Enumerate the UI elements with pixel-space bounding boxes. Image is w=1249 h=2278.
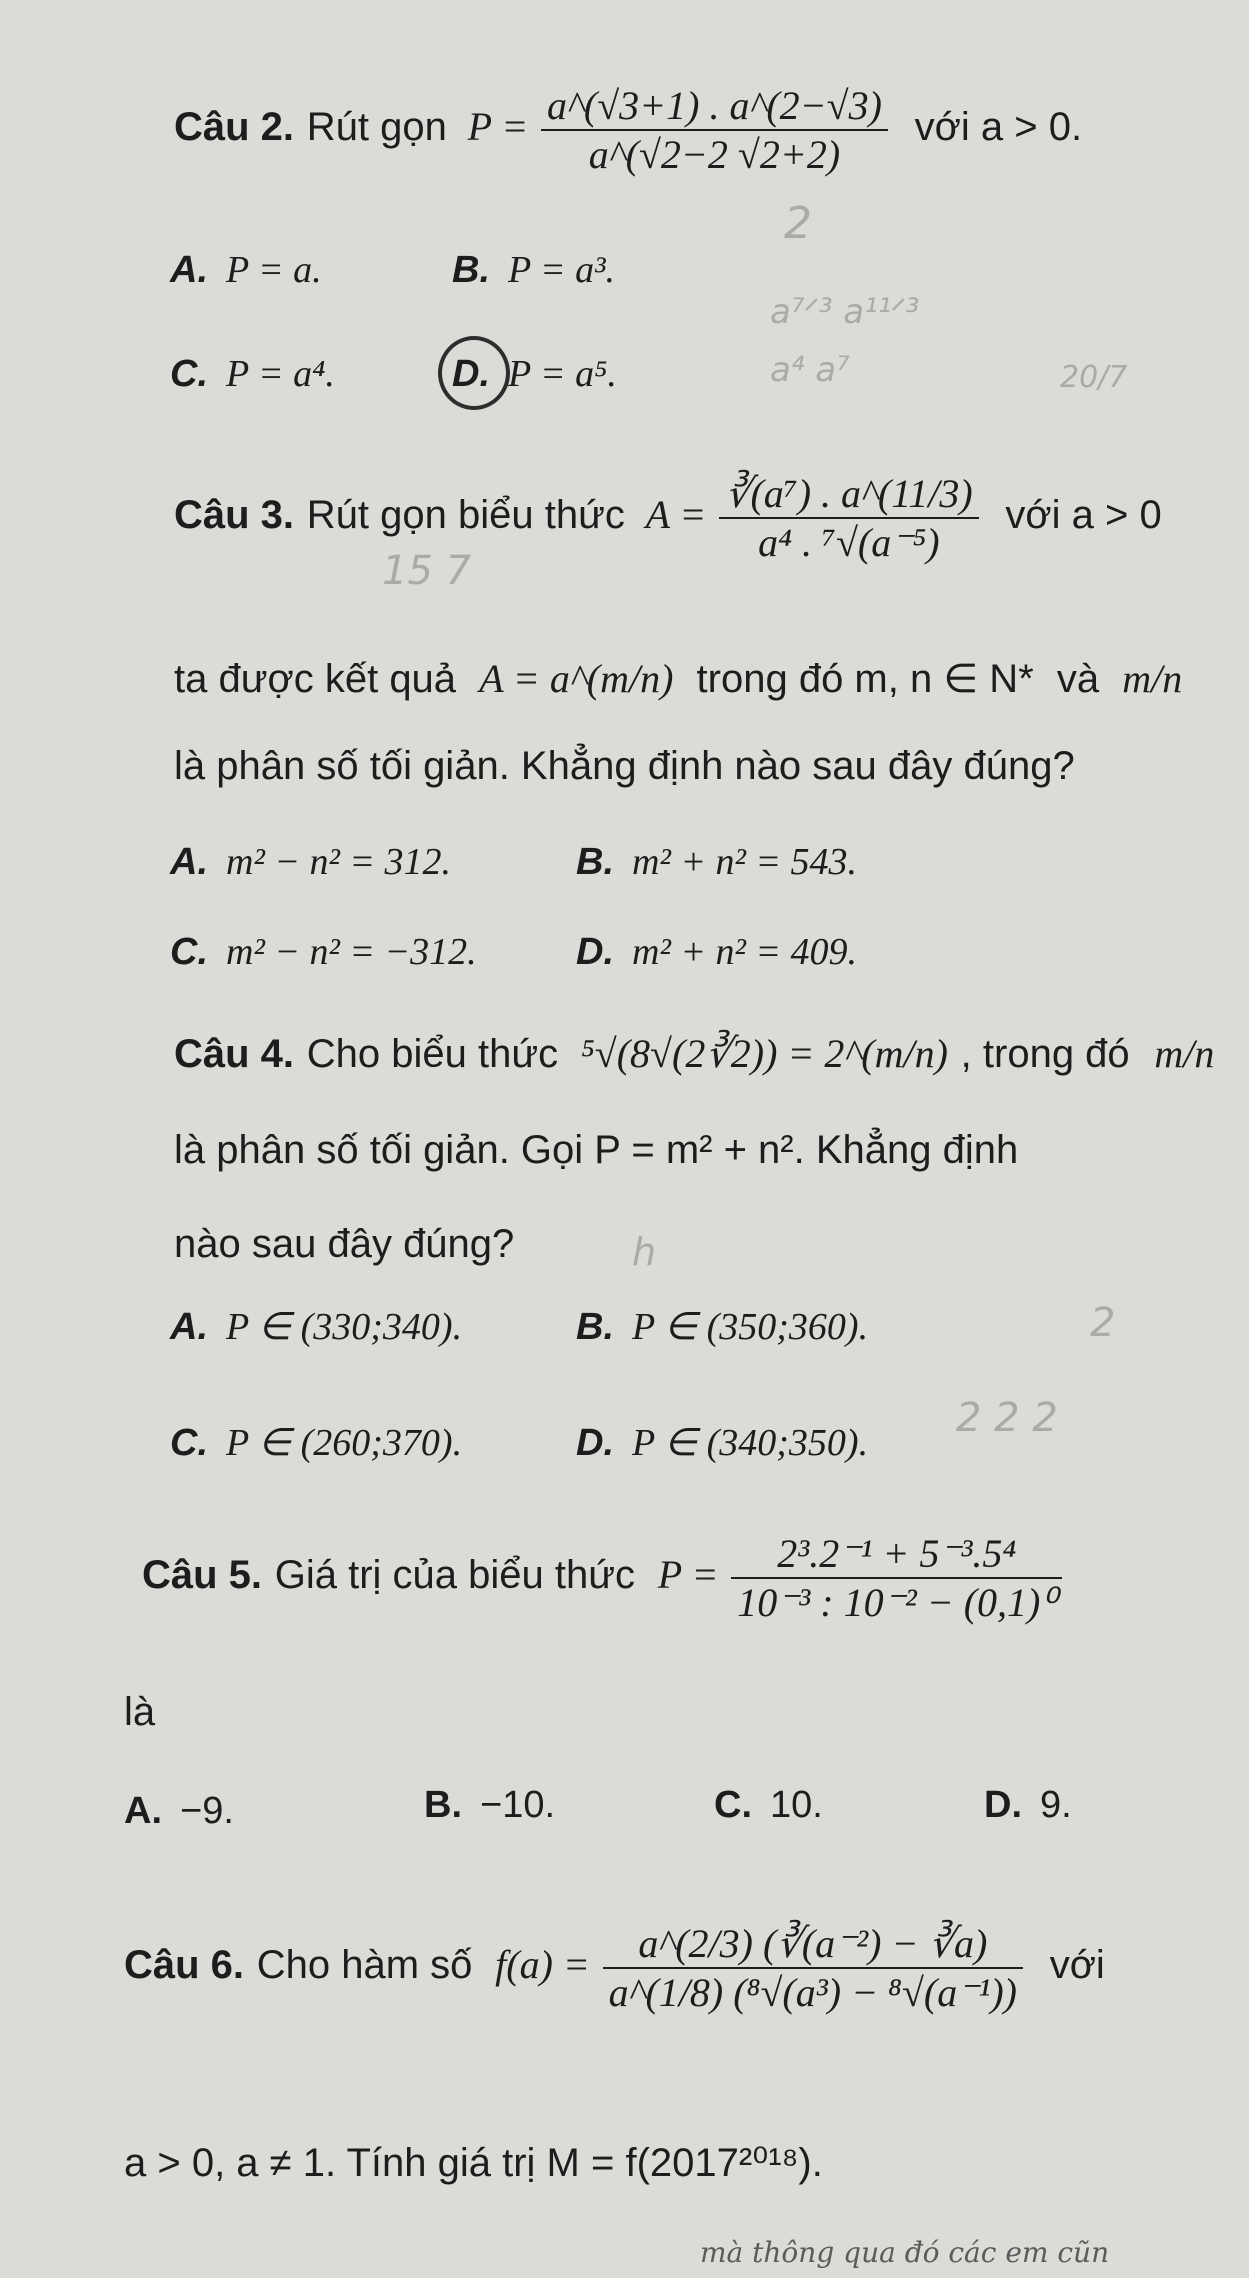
q5-option-d[interactable] [984,1784,1072,1827]
q6-stem: Câu 6. Cho hàm số f(a) = $\frac{\text{a\textasciicircum{}(2/3) (∛(a⁻²) − ∛a)}}{\text{a\textasciicircum{}(1/8) (⁸√(a³) − ⁸√(a⁻¹))}}$ với [124,1921,1105,2015]
q3-label: Câu 3. [174,493,295,537]
q4-frac: m/n [1154,1031,1215,1076]
q3-line3: là phân số tối giản. Khẳng định nào sau đây đúng? [174,744,1075,788]
q2-numerator: a^(√3+1) . a^(2−√3) [541,82,888,131]
pencil-mark: a⁴ a⁷ [770,350,850,390]
q4-option-d-label: D. [576,1422,614,1464]
q3-text: Rút gọn biểu thức [306,493,625,537]
q4-option-c-label: C. [170,1422,208,1464]
q3-option-a-label: A. [170,841,208,883]
q2-label: Câu 2. [174,105,295,149]
q4-option-a[interactable] [170,1304,462,1349]
q2-option-d-label: D. [452,353,490,395]
q3-line2-and: và [1056,657,1100,701]
q6-condition: với [1049,1943,1105,1987]
q6-numerator: a^(2/3) (∛(a⁻²) − ∛a) [603,1920,1023,1969]
q6-text: Cho hàm số [256,1943,473,1987]
q4-mid: , trong đó [960,1032,1130,1076]
q4-line3: nào sau đây đúng? [174,1222,515,1266]
q5-option-c-text: 10. [770,1784,823,1826]
q5-denominator: 10⁻³ : 10⁻² − (0,1)⁰ [737,1580,1057,1625]
q2-option-d-text: P = a⁵. [508,353,617,395]
q3-option-c-label: C. [170,931,208,973]
pencil-mark: 20/7 [1060,360,1128,395]
q5-label: Câu 5. [142,1553,263,1597]
q2-condition: với a > 0. [914,105,1083,149]
q3-condition: với a > 0 [1005,493,1162,537]
q5-text: Giá trị của biểu thức [274,1553,636,1597]
q2-option-a-label: A. [170,249,208,291]
q3-option-d-text: m² + n² = 409. [632,931,858,973]
q4-option-b[interactable] [576,1304,868,1349]
pencil-mark: 15 7 [382,548,472,594]
q5-option-d-label: D. [984,1784,1022,1826]
q5-option-b-label: B. [424,1784,462,1826]
pencil-mark: 2 2 2 [956,1395,1058,1441]
q6-line2: a > 0, a ≠ 1. Tính giá trị M = f(2017²⁰¹⁸). [124,2141,823,2185]
q3-option-b[interactable] [576,840,857,884]
q2-option-c[interactable] [170,352,335,396]
q5-option-a-label: A. [124,1790,162,1832]
q2-option-b[interactable] [452,248,615,292]
q5-option-a[interactable] [124,1790,234,1833]
q5-option-a-text: −9. [180,1790,234,1832]
q5-stem: Câu 5. Giá trị của biểu thức P = $\frac{\text{2³.2⁻¹ + 5⁻³.5⁴}}{\text{10⁻³ : 10⁻² − (0,1)⁰}}$ [142,1530,1062,1626]
q6-label: Câu 6. [124,1943,245,1987]
pencil-mark: a⁷ᐟ³ a¹¹ᐟ³ [770,292,920,332]
q2-text: Rút gọn [306,105,447,149]
q3-line2-formula: A = a^(m/n) [479,656,674,701]
q4-option-c-text: P ∈ (260;370). [226,1422,463,1464]
q2-option-b-text: P = a³. [508,249,616,291]
q4-option-a-label: A. [170,1306,208,1348]
q3-fraction [719,470,979,566]
q3-line2-frac: m/n [1122,656,1183,701]
q6-denominator: a^(1/8) (⁸√(a³) − ⁸√(a⁻¹)) [608,1970,1017,2015]
q5-option-c-label: C. [714,1784,752,1826]
q3-line2 [174,655,1182,702]
q4-option-c[interactable] [170,1420,462,1465]
q5-option-b[interactable] [424,1784,555,1827]
q3-option-d-label: D. [576,931,614,973]
q3-option-b-text: m² + n² = 543. [632,841,858,883]
q3-option-c-text: m² − n² = −312. [226,931,477,973]
q3-stem: Câu 3. Rút gọn biểu thức A = $\frac{\text{∛(a⁷) . a\textasciicircum{}(11/3)}}{\text{a⁴ . ⁷√(a⁻⁵)}}$ với a > 0 [174,471,1162,565]
q3-option-a[interactable] [170,840,451,884]
pencil-mark: h [632,1230,657,1274]
q4-option-b-text: P ∈ (350;360). [632,1306,869,1348]
q3-line2-prefix: ta được kết quả [174,657,457,701]
q2-denominator: a^(√2−2 √2+2) [588,132,841,177]
q4-line2: là phân số tối giản. Gọi P = m² + n². Khẳng định [174,1128,1019,1172]
q3-numerator: ∛(a⁷) . a^(11/3) [719,470,979,519]
q3-denominator: a⁴ . ⁷√(a⁻⁵) [758,520,940,565]
q3-line2-mid: trong đó m, n ∈ N* [696,657,1034,701]
q4-stem [174,1030,1214,1077]
q5-numerator: 2³.2⁻¹ + 5⁻³.5⁴ [731,1530,1062,1579]
pencil-mark: 2 [784,198,812,249]
q5-fraction [731,1530,1062,1626]
q5-option-c[interactable] [714,1784,823,1827]
pencil-mark: 2 [1090,1300,1116,1346]
q4-option-d-text: P ∈ (340;350). [632,1422,869,1464]
q2-stem: Câu 2. Rút gọn P = $\frac{a\^{}(√3+1) . a\^{}(2-√3)}{a\^{}(√2-2 √2+2)}$ với a > 0. [174,83,1083,177]
q2-fraction [541,82,888,178]
q4-option-a-text: P ∈ (330;340). [226,1306,463,1348]
q2-option-c-label: C. [170,353,208,395]
q2-option-b-label: B. [452,249,490,291]
q6-fraction [603,1920,1023,2016]
q4-formula: ⁵√(8√(2∛2)) = 2^(m/n) [580,1031,948,1076]
q3-option-c[interactable] [170,930,477,974]
q2-option-a-text: P = a. [226,249,322,291]
q3-option-b-label: B. [576,841,614,883]
q2-option-a[interactable] [170,248,322,292]
q4-option-d[interactable] [576,1420,868,1465]
q4-label: Câu 4. [174,1032,295,1076]
q4-option-b-label: B. [576,1306,614,1348]
q3-option-a-text: m² − n² = 312. [226,841,452,883]
q2-option-c-text: P = a⁴. [226,353,335,395]
q5-option-b-text: −10. [480,1784,556,1826]
q4-text: Cho biểu thức [306,1032,559,1076]
q5-line2: là [124,1690,156,1734]
page-footer-text: mà thông qua đó các em cũn [700,2236,1110,2269]
q3-option-d[interactable] [576,930,857,974]
handwritten-answer-circle [438,336,510,410]
q5-option-d-text: 9. [1040,1784,1072,1826]
